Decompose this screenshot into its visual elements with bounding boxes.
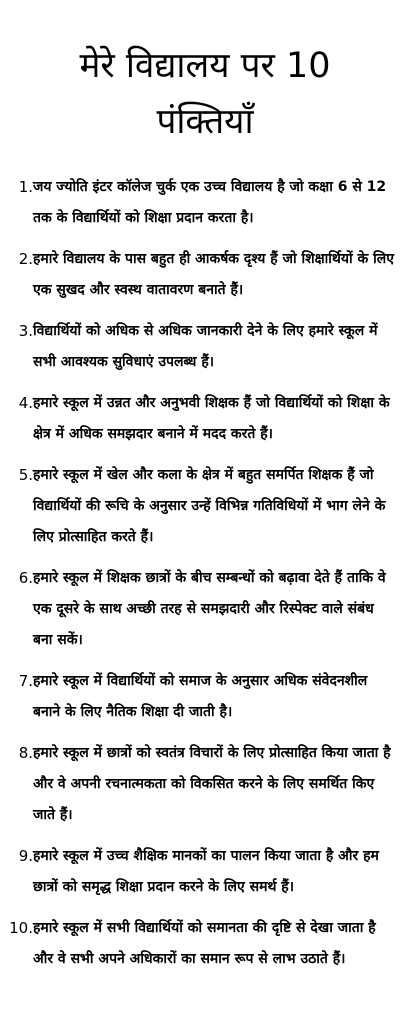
list-item — [0, 666, 410, 728]
item-text: हमारे स्कूल में खेल और कला के क्षेत्र में बहुत समर्पित शिक्षक हैं जो विद्यार्थियों की रूचि के अनुसार उन्हें विभिन्न गतिविधियों में भाग लेने के लिए प्रोत्साहित करते हैं। — [33, 467, 386, 545]
item-number: 2. — [18, 250, 33, 268]
list-item — [0, 460, 410, 553]
item-text: हमारे स्कूल में सभी विद्यार्थियों को समानता की दृष्टि से देखा जाता है और वे सभी अपने अधिकारों का समान रूप से लाभ उठाते हैं। — [33, 920, 376, 967]
item-text: विद्यार्थियों को अधिक से अधिक जानकारी देने के लिए हमारे स्कूल में सभी आवश्यक सुविधाएं उपलब्ध हैं। — [33, 323, 378, 370]
page-title — [0, 0, 410, 150]
list-item — [0, 913, 410, 975]
list-item — [0, 316, 410, 378]
item-text: जय ज्योति इंटर कॉलेज चुर्क एक उच्च विद्यालय है जो कक्षा 6 से 12 तक के विद्यार्थियों को शिक्षा प्रदान करता है। — [33, 179, 387, 226]
item-text: हमारे विद्यालय के पास बहुत ही आकर्षक दृश्य हैं जो शिक्षार्थियों के लिए एक सुखद और स्वस्थ वातावरण बनाते हैं। — [33, 251, 394, 298]
item-number: 4. — [18, 394, 33, 412]
item-number: 5. — [18, 466, 33, 484]
list-item — [0, 388, 410, 450]
item-text: हमारे स्कूल में छात्रों को स्वतंत्र विचारों के लिए प्रोत्साहित किया जाता है और वे अपनी रचनात्मकता को विकसित करने के लिए समर्थित किए जाते हैं। — [33, 745, 391, 823]
item-number: 6. — [18, 569, 33, 587]
list-item — [0, 563, 410, 656]
item-number: 7. — [18, 672, 33, 690]
points-list — [0, 172, 410, 985]
item-text: हमारे स्कूल में उन्नत और अनुभवी शिक्षक हैं जो विद्यार्थियों को शिक्षा के क्षेत्र में अधिक समझदार बनाने में मदद करते हैं। — [33, 395, 390, 442]
item-text: हमारे स्कूल में विद्यार्थियों को समाज के अनुसार अधिक संवेदनशील बनाने के लिए नैतिक शिक्षा दी जाती है। — [33, 673, 368, 720]
list-item — [0, 841, 410, 903]
item-number: 1. — [18, 178, 33, 196]
item-number: 3. — [18, 322, 33, 340]
item-number: 10. — [9, 919, 33, 937]
list-item — [0, 244, 410, 306]
item-number: 8. — [18, 744, 33, 762]
list-item — [0, 738, 410, 831]
list-item — [0, 172, 410, 234]
item-number: 9. — [18, 847, 33, 865]
item-text: हमारे स्कूल में उच्च शैक्षिक मानकों का पालन किया जाता है और हम छात्रों को समृद्ध शिक्षा प्रदान करने के लिए समर्थ हैं। — [33, 848, 379, 895]
title-line-2: पंक्तियाँ — [156, 102, 254, 142]
title-line-1: मेरे विद्यालय पर 10 — [79, 46, 331, 86]
item-text: हमारे स्कूल में शिक्षक छात्रों के बीच सम्बन्धों को बढ़ावा देते हैं ताकि वे एक दूसरे के साथ अच्छी तरह से समझदारी और रिस्पेक्ट वाले संबंध बना सकें। — [33, 570, 386, 648]
